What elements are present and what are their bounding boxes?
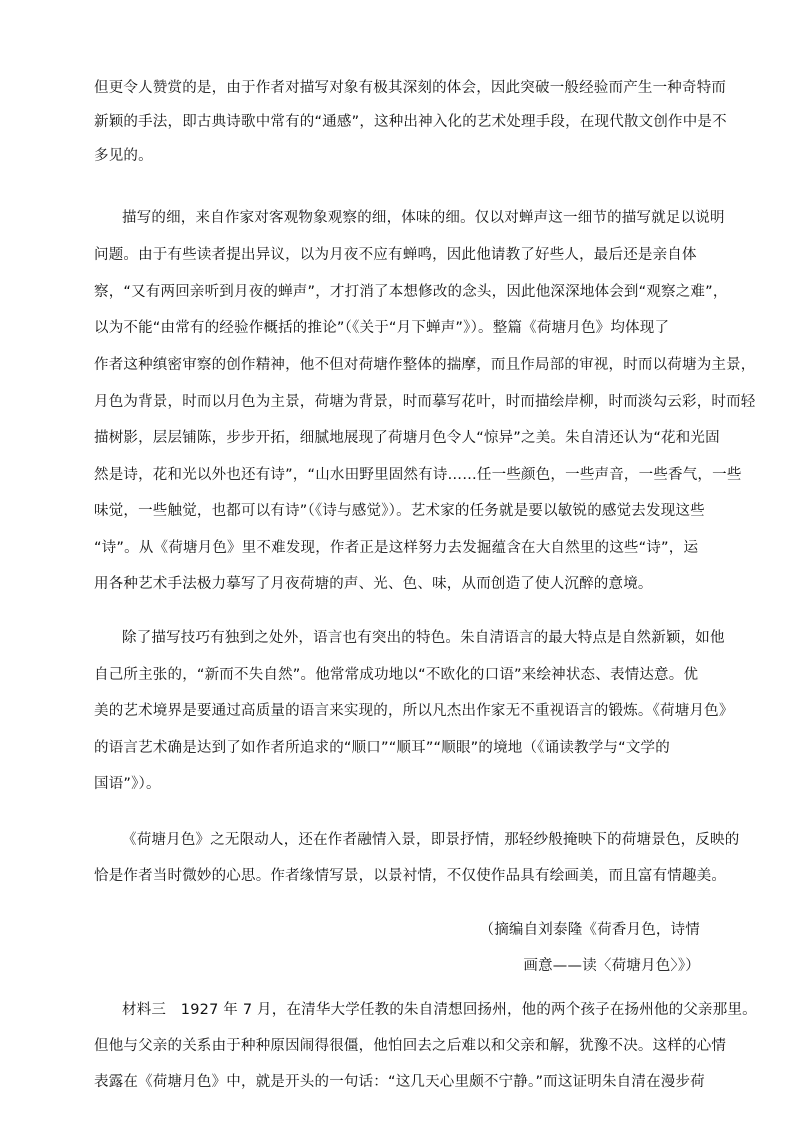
text-line: 但他与父亲的关系由于种种原因闹得很僵，他怕回去之后难以和父亲和解，犹豫不决。这样的心情 [94,1038,727,1054]
text-line: 但更令人赞赏的是，由于作者对描写对象有极其深刻的体会，因此突破一般经验而产生一种奇特而 [94,80,727,96]
text-line: 除了描写技巧有独到之处外，语言也有突出的特色。朱自清语言的最大特点是自然新颖，如他 [122,630,725,646]
text-line: 问题。由于有些读者提出异议，以为月夜不应有蝉鸣，因此他请教了好些人，最后还是亲自体 [94,247,697,263]
text-line: 的语言艺术确是达到了如作者所追求的“顺口”“顺耳”“顺眼”的境地（《诵读教学与“文学的 [94,740,670,756]
text-line: 国语”》）。 [94,776,161,792]
text-line: 材料三 1927 年 7 月，在清华大学任教的朱自清想回扬州，他的两个孩子在扬州他的父亲那里。 [122,1002,757,1018]
source-citation: （摘编自刘泰隆《荷香月色，诗情 [479,922,700,938]
text-line: 以为不能“由常有的经验作概括的推论”（《关于“月下蝉声”》）。整篇《荷塘月色》均体现了 [94,320,670,336]
text-line: 描树影，层层铺陈，步步开拓，细腻地展现了荷塘月色令人“惊异”之美。朱自清还认为“花和光固 [94,430,720,446]
text-line: 描写的细，来自作家对客观物象观察的细，体味的细。仅以对蝉声这一细节的描写就足以说明 [122,210,725,226]
text-line: 察，“又有两回亲听到月夜的蝉声”，才打消了本想修改的念头，因此他深深地体会到“观察之难”， [94,284,728,300]
text-line: 表露在《荷塘月色》中，就是开头的一句话：“这几天心里颇不宁静。”而这证明朱自清在漫步荷 [94,1074,705,1090]
text-line: 然是诗，花和光以外也还有诗”，“山水田野里固然有诗……任一些颜色，一些声音，一些香气，一些 [94,467,742,483]
text-line: 作者这种缜密审察的创作精神，他不但对荷塘作整体的揣摩，而且作局部的审视，时而以荷塘为主景， [94,357,756,373]
text-line: 自己所主张的，“新而不失自然”。他常常成功地以“不欧化的口语”来绘神状态、表情达意。优 [94,667,699,683]
text-line: “诗”。从《荷塘月色》里不难发现，作者正是这样努力去发掘蕴含在大自然里的这些“诗”，运 [94,540,699,556]
text-line: 用各种艺术手法极力摹写了月夜荷塘的声、光、色、味，从而创造了使人沉醉的意境。 [94,576,653,592]
text-line: 美的艺术境界是要通过高质量的语言来实现的，所以凡杰出作家无不重视语言的锻炼。《荷塘月色》 [94,703,734,719]
text-line: 多见的。 [94,148,153,164]
text-line: 月色为背景，时而以月色为主景，荷塘为背景，时而摹写花叶，时而描绘岸柳，时而淡勾云彩，时而轻 [94,394,756,410]
text-line: 恰是作者当时微妙的心思。作者缘情写景，以景衬情，不仅使作品具有绘画美，而且富有情趣美。 [94,868,727,884]
text-line: 味觉，一些触觉，也都可以有诗”（《诗与感觉》）。艺术家的任务就是要以敏锐的感觉去发现这些 [94,503,705,519]
source-citation: 画意——读〈荷塘月色〉》） [523,958,700,974]
text-line: 新颖的手法，即古典诗歌中常有的“通感”，这种出神入化的艺术处理手段，在现代散文创作中是不 [94,114,727,130]
text-line: 《荷塘月色》之无限动人，还在作者融情入景，即景抒情，那轻纱般掩映下的荷塘景色，反映的 [122,832,740,848]
